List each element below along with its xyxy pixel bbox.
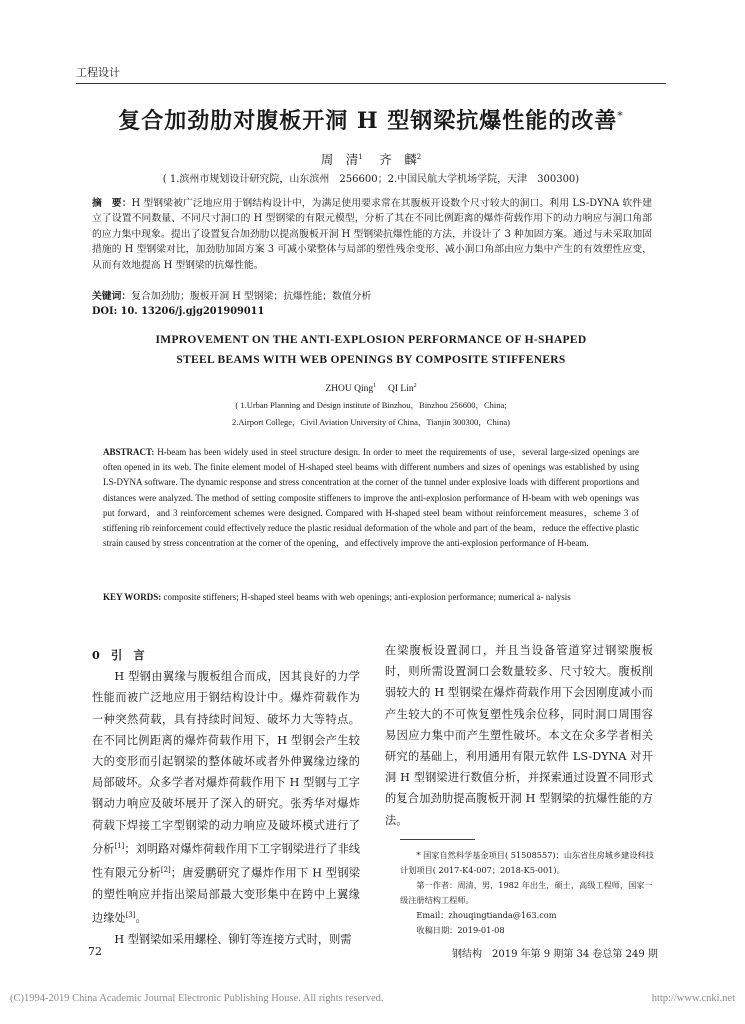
keywords-en: [103, 590, 639, 605]
doi: DOI: 10. 13206/j.gjg201909011: [92, 306, 265, 317]
citation: [1]: [114, 841, 125, 850]
footnotes: [400, 848, 655, 938]
abstract-en-text: H-beam has been widely used in steel structure design. In order to meet the requirements of use，several large-sized openings are often opened in its web. The finite element model of H-shaped steel beams with different numbers and sizes of openings was established by using LS-DYNA software. The dynamic response and stress concentration at the corner of the tunnel under explosive loads with different proportions and distances were analyzed. The method of setting composite stiffeners to improve the anti-explosion performance of H-beam with web openings was put forward，and 3 reinforcement schemes were designed. Compared with H-shaped steel beam without reinforcement measures，scheme 3 of stiffening rib reinforcement could effectively reduce the plastic residual deformation of the whole and part of the beam，reduce the effective plastic strain caused by stress concentration at the corner of the opening，and effectively improve the anti-explosion performance of H-beam.: [103, 447, 640, 549]
keywords-en-text: composite stiffeners; H-shaped steel beams with web openings; anti-explosion performance; numerical a- nalysis: [163, 592, 571, 602]
english-author-mark: 1: [373, 382, 377, 389]
article-title-text: 复合加劲肋对腹板开洞 H 型钢梁抗爆性能的改善: [118, 108, 618, 134]
body-paragraph: H 型钢梁如采用螺栓、铆钉等连接方式时，则需: [114, 932, 352, 946]
keywords-cn-label: 关键词：: [92, 291, 132, 302]
keywords-cn: [92, 289, 652, 304]
citation: [3]: [125, 910, 136, 919]
body-column-right: [385, 640, 653, 831]
english-title: [76, 330, 666, 370]
footnote-received: 收稿日期：2019-01-08: [416, 925, 505, 935]
copyright-notice: [10, 993, 735, 1004]
cnki-url: http://www.cnki.net: [651, 993, 735, 1004]
author-name: 齐 麟: [379, 152, 417, 167]
paragraph-text: ；刘明路对爆炸荷载作用下工字钢梁进行了非线性有限元分析: [92, 842, 360, 880]
journal-section-label: 工程设计: [76, 66, 120, 79]
abstract-cn-label: 摘 要：: [92, 198, 132, 209]
author-name: 周 清: [320, 152, 359, 167]
journal-issue-info: 钢结构 2019 年第 9 期第 34 卷总第 249 期: [452, 949, 658, 960]
author-line: [76, 150, 666, 168]
copyright-text: (C)1994-2019 China Academic Journal Electronic Publishing House. All rights reserved.: [10, 993, 384, 1004]
section-heading: 0 引 言: [92, 648, 145, 662]
abstract-cn-text: H 型钢梁被广泛地应用于钢结构设计中，为满足使用要求常在其腹板开设数个尺寸较大的洞口。利用 LS-DYNA 软件建立了设置不同数量、不同尺寸洞口的 H 型钢梁的有限元模型，分析了其在不同比例距离的爆炸荷载作用下的动力响应与洞口角部的应力集中现象。提出了设置复合加劲肋以提高腹板开洞 H 型钢梁抗爆性能的方法，并设计了 3 种加固方案。通过与未采取加固措施的 H 型钢梁对比，加劲肋加固方案 3 可减小梁整体与局部的塑性残余变形、减小洞口角部由应力集中产生的有效塑性应变，从而有效地提高 H 型钢梁的抗爆性能。: [92, 198, 652, 271]
article-title: [76, 104, 666, 135]
citation: [2]: [160, 865, 171, 874]
abstract-cn: [92, 196, 652, 273]
keywords-cn-text: 复合加劲肋；腹板开洞 H 型钢梁；抗爆性能；数值分析: [131, 291, 372, 302]
paragraph-text: H 型钢由翼缘与腹板组合而成，因其良好的力学性能而被广泛地应用于钢结构设计中。爆炸荷载作为一种突然荷载，具有持续时间短、破坏力大等特点。在不同比例距离的爆炸荷载作用下，H 型钢会产生较大的变形而引起钢梁的整体破坏或者外伸翼缘边缘的局部破坏。众多学者对爆炸荷载作用下 H 型钢与工字钢动力响应及破坏展开了深入的研究。张秀华对爆炸荷载下焊接工字型钢梁的动力响应及破坏模式进行了分析: [92, 670, 360, 856]
page-number: 72: [88, 945, 102, 958]
paragraph-text: 。: [135, 911, 147, 925]
abstract-en: [103, 445, 639, 551]
english-title-line: STEEL BEAMS WITH WEB OPENINGS BY COMPOSITE STIFFENERS: [176, 354, 566, 366]
english-affiliation: [76, 397, 666, 431]
body-paragraph: 在梁腹板设置洞口，并且当设备管道穿过钢梁腹板时，则所需设置洞口会数量较多、尺寸较大。腹板削弱较大的 H 型钢梁在爆炸荷载作用下会因刚度减小而产生较大的不可恢复塑性残余位移，同时洞口周围容易因应力集中而产生塑性破坏。本文在众多学者相关研究的基础上，利用通用有限元软件 LS-DYNA 对开洞 H 型钢梁进行数值分析，并探索通过设置不同形式的复合加劲肋提高腹板开洞 H 型钢梁的抗爆性能的方法。: [385, 644, 653, 827]
english-authors: [76, 380, 666, 394]
abstract-en-label: ABSTRACT:: [103, 447, 155, 457]
author-affil-mark: 1: [358, 152, 363, 161]
english-affiliation-line: ( 1.Urban Planning and Design institute of Binzhou，Binzhou 256600，China;: [235, 400, 507, 410]
affiliation-cn: ( 1.滨州市规划设计研究院，山东滨州 256600；2.中国民航大学机场学院，天津 300300): [162, 174, 580, 185]
paragraph-text: ；唐爱鹏研究了爆炸作用下 H 型钢梁的塑性响应并指出梁局部最大变形集中在跨中上翼缘边缘处: [92, 866, 360, 925]
footnote-email: Email：zhouqingtianda@163.com: [416, 910, 557, 920]
english-author-name: ZHOU Qing: [325, 384, 374, 394]
english-author-name: QI Lin: [388, 384, 414, 394]
keywords-en-label: KEY WORDS:: [103, 592, 162, 602]
author-affil-mark: 2: [416, 152, 422, 161]
footnote-fund: * 国家自然科学基金项目( 51508557)；山东省住房城乡建设科技计划项目( 2017-K4-007；2018-K5-001)。: [400, 850, 654, 875]
footnote-rule: [400, 839, 475, 840]
title-footnote-mark: *: [617, 109, 624, 123]
body-paragraph: [92, 666, 360, 929]
english-title-line: IMPROVEMENT ON THE ANTI-EXPLOSION PERFORMANCE OF H-SHAPED: [155, 334, 587, 346]
footnote-author: 第一作者：周清，男，1982 年出生，硕士，高级工程师，国家一级注册结构工程师。: [400, 880, 653, 905]
english-author-mark: 2: [413, 382, 417, 389]
english-affiliation-line: 2.Airport College，Civil Aviation University of China，Tianjin 300300，China): [232, 417, 510, 427]
header-rule: [76, 83, 666, 84]
body-column-left: [92, 645, 360, 950]
